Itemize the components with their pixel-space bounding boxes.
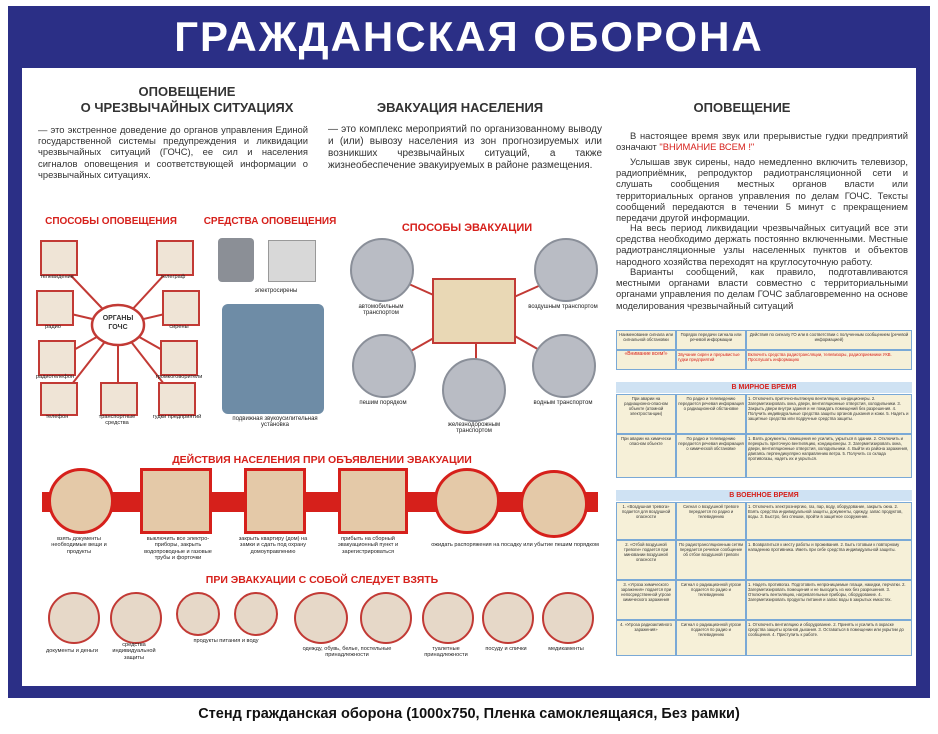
col3-p1-prefix: В настоящее время звук или прерывистые гудки предприятий означают — [616, 130, 908, 153]
dishes-image — [482, 592, 534, 644]
table-cell: 4. «Угроза радиоактивного заражения» — [616, 620, 676, 656]
action-step-label: прибыть на сборный эвакуационный пункт и зарегистрироваться — [337, 536, 399, 555]
method-label: телевидение — [40, 274, 74, 280]
table-cell: Сигнал о радиационной угрозе подается по радио и телевидению — [676, 580, 746, 620]
col2-heading: ЭВАКУАЦИЯ НАСЕЛЕНИЯ — [376, 100, 544, 115]
table-cell: 2. «Отбой воздушной тревоги» подается при миновании воздушной опасности — [616, 540, 676, 580]
water-transport-image — [532, 334, 596, 398]
table-cell: 1. Возвратиться к месту работы и проживания. 2. Быть готовым к повторному нападению противника. Иметь при себе средства индивидуальной защиты. — [746, 540, 912, 580]
table-head-cell: Действия по сигналу ГО или в соответствии с полученным сообщением (речевой информацией) — [746, 330, 912, 350]
take-item-label: документы и деньги — [45, 648, 99, 654]
table-attention-cell: Включить средства радиотрансляции, телевизоры, радиоприемники УКВ. Прослушать информацию — [746, 350, 912, 370]
bedding-image — [360, 592, 412, 644]
method-label: гудки предприятий — [152, 414, 202, 420]
table-head-cell: Наименование сигнала или сигнальной обстановки — [616, 330, 676, 350]
means-label: электросирены — [254, 288, 298, 294]
table-cell: 1. Надеть противогаз. Подготовить непроницаемые плащи, накидки, перчатки. 2. Загерметизировать помещения и не выходить из них без разрешения. 3. Отключить вентиляцию, нагревательные приборы, оборудование. 4. Загерметизировать продукты питания и запас воды в закрытых емкостях. — [746, 580, 912, 620]
evacuation-label: железнодорожным транспортом — [447, 422, 501, 435]
table-cell: При аварии на радиационно-опасном объекте (атомной электростанции) — [616, 394, 676, 434]
col3-paragraph-4: Варианты сообщений, как правило, подготавливаются местными органами власти совместно с территориальными органами управления по делам ГОЧС заблаговременно на основе моделирования чрезвычайный ситуаций — [616, 266, 908, 311]
action-image-6 — [520, 470, 588, 538]
method-label: телеграф — [160, 274, 186, 280]
action-image-3 — [244, 468, 306, 534]
evacuation-label: водным транспортом — [533, 400, 593, 406]
col3-p1-highlight: "ВНИМАНИЕ ВСЕМ !" — [659, 141, 755, 153]
method-label: телефон — [45, 414, 69, 420]
means-title: СРЕДСТВА ОПОВЕЩЕНИЯ — [203, 216, 337, 227]
col3-heading: ОПОВЕЩЕНИЕ — [693, 100, 791, 115]
vehicle-image — [100, 382, 138, 416]
loudspeaker-vehicle-image — [222, 304, 324, 414]
means-label: подвижная звукоусилительная установка — [232, 416, 318, 429]
col1-heading-1: ОПОВЕЩЕНИЕ — [138, 84, 236, 99]
city-image — [432, 278, 516, 344]
documents-image — [48, 592, 100, 644]
col3-paragraph-1 — [616, 130, 908, 152]
table-attention-cell: «Внимание всем!» — [616, 350, 676, 370]
table-cell: По радио и телевидению передается речевая информация о радиационной обстановке — [676, 394, 746, 434]
factory-horn-image — [158, 382, 196, 416]
action-step-label: закрыть квартиру (дом) на замки и сдать под охрану домоуправлению — [238, 536, 308, 555]
radiophone-image — [38, 340, 76, 376]
table-cell: 1. Взять документы, помещения не усилить, укрыться в здании. 2. Отключить и перекрыть приточную вентиляцию, кондиционеры. 3. Загерметизировать окна, двери, вентиляционные отверстия, холодильники. 4. Выйти из района заражения, двигаясь перпендикулярно направлению ветра. 5. Получить со склада противогазы, надеть их и укрыться. — [746, 434, 912, 478]
take-item-label: средства индивидуальной защиты — [112, 642, 156, 661]
table-cell: По радиотрансляционным сетям передается речевое сообщение об отбое воздушной тревоги — [676, 540, 746, 580]
method-label: радио — [45, 324, 61, 330]
telegraph-image — [156, 240, 194, 276]
clothing-image — [294, 592, 348, 644]
poster-body — [22, 68, 916, 686]
car-transport-image — [350, 238, 414, 302]
toiletries-image — [422, 592, 474, 644]
air-transport-image — [534, 238, 598, 302]
evacuation-methods-title: СПОСОБЫ ЭВАКУАЦИИ — [401, 222, 533, 234]
siren-image — [162, 290, 200, 326]
table-cell: 1. Отключить вентиляцию и оборудование. 2. Принять и усилить в окраске средства защиты органов дыхания. 3. Оставаться в помещении или укрытии до сообщения. 4. Приступить к работе. — [746, 620, 912, 656]
food-image — [176, 592, 220, 636]
loudspeaker-image — [160, 340, 198, 376]
walking-image — [352, 334, 416, 398]
siren-box-image — [268, 240, 316, 282]
col3-paragraph-3: На весь период ликвидации чрезвычайных ситуаций все эти средства необходимо держать постоянно включенными. Местные радиотрансляционные узлы населенных пунктов и объектов народного хозяйства переходят на круглосуточную работу. — [616, 222, 908, 267]
method-label: радиотелефон — [35, 374, 75, 380]
table-cell: Сигнал о радиационной угрозе подается по радио и телевидению — [676, 620, 746, 656]
table-cell: По радио и телевидению передается речевая информация о химической обстановке — [676, 434, 746, 478]
take-title: ПРИ ЭВАКУАЦИИ С СОБОЙ СЛЕДУЕТ ВЗЯТЬ — [205, 574, 439, 586]
actions-arrow-bar — [42, 492, 598, 512]
table-cell: 1. Отключить электроэнергию, газ, пар, воду, оборудование, закрыть окна. 2. Взять средства индивидуальной защиты, документы, одежду, запас продуктов, воды. 3. Быстро, без спешки, пройти в защитное сооружение. — [746, 502, 912, 540]
take-item-label: продукты питания и воду — [193, 638, 259, 644]
action-image-4 — [338, 468, 408, 534]
take-item-label: посуду и спички — [485, 646, 527, 652]
table-cell: 3. «Угроза химического заражения» подается при непосредственной угрозе химического заражения — [616, 580, 676, 620]
medicine-image — [542, 592, 594, 644]
center-gochs-label: ОРГАНЫ ГОЧС — [102, 315, 134, 331]
col1-definition: — это экстренное доведение до органов управления Единой государственной системы предупреждения и ликвидации чрезвычайных ситуаций (ГОЧС), ее сил и населения сигналов оповещения и соответствующей информации о чрезвычайных ситуациях. — [38, 124, 308, 180]
phone-image — [40, 382, 78, 416]
method-label: сирены — [169, 324, 189, 330]
table-cell: При аварии на химически опасном объекте — [616, 434, 676, 478]
table-head-cell: Порядок передачи сигнала или речевой информации — [676, 330, 746, 350]
table-cell: 1. Отключить приточно-вытяжную вентиляцию, кондиционеры. 2. Загерметизировать окна, двери, вентиляционные отверстия, холодильники. 3. Закрыть двери внутри здания и не покидать помещений без разрешения. 4. Получить индивидуальные средства защиты органов дыхания и кожи. 5. Надеть и защитные средства или подручные средства защиты. — [746, 394, 912, 434]
col2-definition: — это комплекс мероприятий по организованному выводу и (или) вывозу населения из зон прогнозируемых или возникших чрезвычайных ситуаций, а также жизнеобеспечение эвакуируемых в районе размещения. — [328, 124, 602, 171]
peace-time-bar: В МИРНОЕ ВРЕМЯ — [616, 382, 912, 393]
radio-image — [36, 290, 74, 326]
poster-title: ГРАЖДАНСКАЯ ОБОРОНА — [174, 13, 764, 60]
action-step-label: взять документы необходимые вещи и продукты — [51, 536, 107, 555]
table-attention-cell: Звучание сирен и прерывистые гудки предприятий — [676, 350, 746, 370]
col1-heading-2: О ЧРЕЗВЫЧАЙНЫХ СИТУАЦИЯХ — [80, 100, 294, 115]
col3-paragraph-2: Услышав звук сирены, надо немедленно включить телевизор, радиоприёмник, репродуктор радиотрансляционной сети и слушать сообщения местных органов власти или территориальных органов управления по делам ГОЧС. Тексты сообщений передаются в течении 5 минут с прекращением передачи другой информации. — [616, 156, 908, 224]
take-item-label: туалетные принадлежности — [424, 646, 468, 659]
action-step-label: ожидать распоряжения на посадку или убытие пешим порядком — [431, 542, 599, 548]
take-item-label: медикаменты — [548, 646, 584, 652]
protection-image — [110, 592, 162, 644]
water-image — [234, 592, 278, 636]
take-item-label: одежду, обувь, белье, постельные принадлежности — [302, 646, 392, 659]
product-caption: Стенд гражданская оборона (1000х750, Пленка самоклеящаяся, Без рамки) — [198, 706, 740, 722]
siren-device-image — [218, 238, 254, 282]
action-step-label: выключить все электро-приборы, закрыть водопроводные и газовые трубы и форточки — [144, 536, 212, 562]
evacuation-label: пешим порядком — [359, 400, 407, 406]
methods-title: СПОСОБЫ ОПОВЕЩЕНИЯ — [45, 216, 177, 227]
action-image-2 — [140, 468, 212, 534]
table-cell: 1. «Воздушная тревога» подается для воздушной опасности — [616, 502, 676, 540]
action-image-5 — [434, 468, 500, 534]
method-label: громкоговорители — [155, 374, 203, 380]
action-image-1 — [48, 468, 114, 534]
actions-title: ДЕЙСТВИЯ НАСЕЛЕНИЯ ПРИ ОБЪЯВЛЕНИИ ЭВАКУАЦИИ — [172, 454, 472, 466]
poster-frame — [8, 6, 930, 698]
war-time-bar: В ВОЕННОЕ ВРЕМЯ — [616, 490, 912, 501]
evacuation-label: автомобильным транспортом — [358, 304, 404, 317]
rail-transport-image — [442, 358, 506, 422]
method-label: транспортные средства — [98, 414, 136, 427]
tv-image — [40, 240, 78, 276]
evacuation-label: воздушным транспортом — [528, 304, 598, 310]
table-cell: Сигнал о воздушной тревоге передается по радио и телевидению — [676, 502, 746, 540]
